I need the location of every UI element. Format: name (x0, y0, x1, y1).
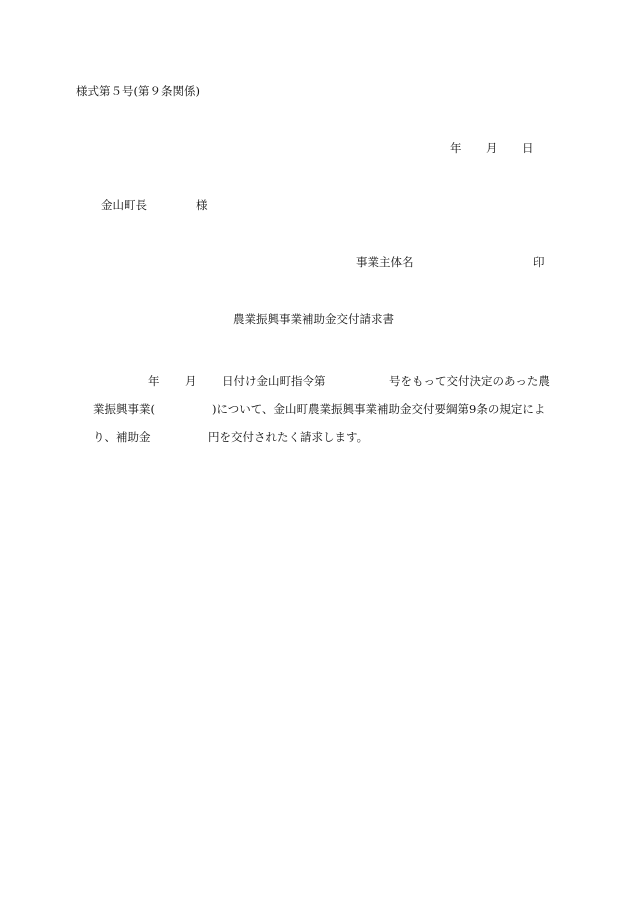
form-number: 様式第５号(第９条関係) (76, 84, 200, 98)
body-line1-text-a: 日付け金山町指令第 (222, 374, 326, 388)
body-line2-text-a: 業振興事業( (93, 402, 155, 416)
seal-mark: 印 (533, 255, 545, 269)
date-year-label: 年 (450, 141, 462, 155)
applicant-name-label: 事業主体名 (356, 255, 414, 269)
body-line2-text-b: )について、金山町農業振興事業補助金交付要綱第9条の規定によ (212, 402, 546, 416)
document-title: 農業振興事業補助金交付請求書 (233, 312, 394, 326)
date-day-label: 日 (522, 141, 534, 155)
date-month-label: 月 (486, 141, 498, 155)
body-line3-text-a: り、補助金 (93, 430, 151, 444)
body-line3-text-b: 円を交付されたく請求します。 (208, 430, 369, 444)
addressee-honorific: 様 (196, 198, 208, 212)
body-line1-text-b: 号をもって交付決定のあった農 (389, 374, 550, 388)
body-year-label: 年 (148, 374, 160, 388)
body-month-label: 月 (185, 374, 197, 388)
addressee-name: 金山町長 (101, 198, 147, 212)
